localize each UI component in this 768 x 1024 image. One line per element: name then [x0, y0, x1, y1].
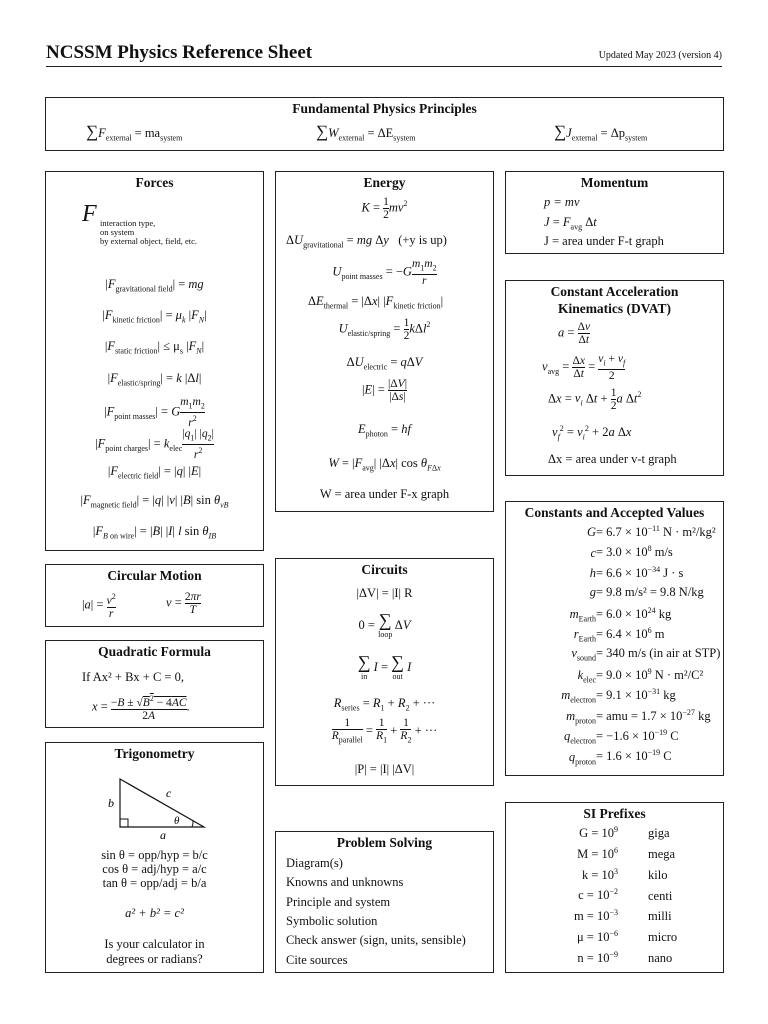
- si-prefix-row: $\mu = 10^{-6}$ micro: [576, 929, 678, 945]
- force-principle: $\sum F_{external} = ma_{system}$: [86, 122, 183, 143]
- side-a-label: a: [160, 828, 166, 842]
- electric-field: |E| = $\frac{|\Delta V|}{|\Delta s|}$: [361, 378, 407, 403]
- circuits-box: [275, 558, 494, 786]
- point-mass-potential: $U_{point masses} = -G$ $\frac{m_1m_2}{r}$: [332, 258, 437, 288]
- side-c-label: c: [166, 786, 172, 800]
- impulse-def: $J = F_{avg}$ Δt: [544, 215, 597, 232]
- problem-step: Principle and system: [286, 894, 391, 909]
- electric-potential: $\Delta U_{electric} = q\Delta V$: [346, 355, 423, 372]
- accel-def: a = $\frac{\Delta v}{\Delta t}$: [558, 321, 591, 346]
- trig-title: Trigonometry: [114, 746, 195, 761]
- force-def-1: interaction type,: [100, 218, 156, 228]
- cos-def: cos θ = adj/hyp = a/c: [102, 862, 207, 876]
- grav-potential: $\Delta U_{gravitational}$ = mg Δy (+y is up): [286, 233, 447, 250]
- momentum-def: p = mv: [544, 195, 580, 209]
- si-prefix-row: $M = 10^6$ mega: [577, 845, 676, 861]
- problem-step: Knowns and unknowns: [286, 875, 404, 890]
- constant-row: $k_{elec}= 9.0 \times 10^9$ N · m²/C²: [577, 666, 704, 685]
- f-magnetic: $|F_{magnetic field}| = |q|$ |v| |B| $\sin \theta_{vB}$: [80, 493, 229, 510]
- updated-note: Updated May 2023 (version 4): [598, 50, 722, 61]
- si-prefix-row: $n = 10^{-9}$ nano: [577, 949, 673, 965]
- side-b-label: b: [108, 796, 114, 810]
- power-eq: |P| = |I| |ΔV|: [354, 762, 415, 776]
- dvat-title-1: Constant Acceleration: [550, 284, 679, 299]
- momentum-title: Momentum: [580, 175, 649, 190]
- constant-row: $r_{Earth}= 6.4 \times 10^6$ m: [573, 626, 665, 644]
- angle-theta-label: θ: [174, 815, 180, 827]
- problem-step: Symbolic solution: [286, 913, 378, 928]
- spring-potential: $U_{elastic/spring}$ = $\frac{1}{2}$ kΔl$^2$: [338, 317, 431, 342]
- velocity-squared-eq: $v_f^2 = v_i^2 + 2a$ Δx: [552, 424, 632, 442]
- quadratic-title: Quadratic Formula: [98, 644, 211, 659]
- constant-row: $m_{electron}= 9.1 \times 10^{-31}$ kg: [561, 687, 676, 705]
- photon-energy: $E_{photon}$ = hf: [358, 422, 411, 439]
- ohms-law: |ΔV| = |I| R: [356, 586, 413, 600]
- position-eq: $\Delta x = v_i$ Δt + $\frac{1}{2}$ a $\Delta t^2$: [548, 387, 642, 412]
- forces-box: [45, 171, 264, 551]
- si-prefix-row: $c = 10^{-2}$ centi: [578, 887, 673, 903]
- si-prefix-row: $k = 10^3$ kilo: [581, 866, 668, 882]
- constant-row: g= 9.8 m/s² = 9.8 N/kg: [589, 585, 704, 600]
- trig-box: [45, 742, 264, 973]
- loop-rule: 0 = ∑ loop ΔV: [358, 610, 411, 639]
- constants-box: [505, 501, 724, 776]
- dvat-box: [505, 280, 724, 476]
- kinetic-energy: K = $\frac{1}{2}$ $mv^2$: [361, 196, 408, 221]
- energy-box: [275, 171, 494, 512]
- f-kinetic: $|F_{kinetic friction}| = \mu_k$ $|F_N|$: [102, 308, 207, 325]
- circuits-title: Circuits: [361, 562, 408, 577]
- pythagorean: a² + b² = c²: [125, 906, 184, 920]
- vavg-def: $v_{avg}$ = $\frac{\Delta x}{\Delta t}$ = $\frac{v_i + v_f}{2}$: [542, 353, 626, 383]
- impulse-graph: J = area under F-t graph: [544, 234, 664, 248]
- parallel-resistance: $\frac{1}{R_{parallel}}$ = $\frac{1}{R_1}$ + $\frac{1}{R_2}$ + ···: [331, 717, 438, 745]
- constant-row: $m_{proton}=$ amu = $1.7 \times 10^{-27}$ kg: [566, 707, 711, 726]
- f-elastic: $|F_{elastic/spring}| = k$ |Δl|: [107, 371, 202, 388]
- fundamental-title: Fundamental Physics Principles: [292, 101, 477, 116]
- fundamental-box: [45, 97, 724, 151]
- force-def-2: on system: [100, 227, 135, 237]
- thermal-energy: $\Delta E_{thermal} = |\Delta x|$ $|F_{kinetic friction}|$: [308, 294, 444, 311]
- problem-title: Problem Solving: [336, 835, 433, 850]
- tan-def: tan θ = opp/adj = b/a: [102, 876, 207, 890]
- constant-row: $c= 3.0 \times 10^8$ m/s: [590, 544, 673, 560]
- dvat-title-2: Kinematics (DVAT): [557, 301, 672, 316]
- constants-title: Constants and Accepted Values: [524, 505, 705, 520]
- energy-principle: $\sum W_{external} = \Delta E_{system}$: [316, 122, 416, 143]
- problem-step: Diagram(s): [286, 856, 343, 870]
- f-grav-field: $|F_{gravitational field}|$ = mg: [105, 277, 204, 294]
- force-notation: F: [82, 201, 97, 227]
- f-point-masses: $|F_{point masses}| = G$ $\frac{m_1m_2}{r^2}$: [104, 396, 205, 430]
- momentum-box: [505, 171, 724, 254]
- momentum-principle: $\sum J_{external} = \Delta p_{system}$: [554, 122, 648, 143]
- si-box: [505, 802, 724, 973]
- vt-graph: Δx = area under v-t graph: [548, 452, 677, 466]
- energy-title: Energy: [363, 175, 406, 190]
- sin-def: sin θ = opp/hyp = b/c: [101, 848, 208, 862]
- si-title: SI Prefixes: [583, 806, 646, 821]
- quadratic-condition: If Ax² + Bx + C = 0,: [82, 670, 184, 684]
- constant-row: $G= 6.7 \times 10^{-11}$ N · m²/kg²: [586, 524, 716, 540]
- problem-step: Check answer (sign, units, sensible): [286, 933, 466, 948]
- circular-title: Circular Motion: [107, 568, 202, 583]
- f-electric: $|F_{electric field}| = |q|$ |E|: [107, 464, 202, 481]
- centripetal-accel: |a| = $\frac{v^2}{r}$: [82, 592, 116, 620]
- f-point-charges: $|F_{point charges}| = k_{elec}$ $\frac{|q_1| |q_2|}{r^2}$: [95, 428, 214, 462]
- force-def-3: by external object, field, etc.: [100, 236, 197, 246]
- forces-title: Forces: [135, 175, 174, 190]
- si-prefix-row: $G = 10^9$ giga: [579, 825, 670, 841]
- constant-row: $m_{Earth}= 6.0 \times 10^{24}$ kg: [569, 605, 672, 624]
- quadratic-solution: x = $\frac{-B \pm √B^2 - 4AC}{2A}$ .: [92, 694, 190, 722]
- calculator-note-1: Is your calculator in: [104, 937, 205, 951]
- f-static: $|F_{static friction}| \le \mu_s$ $|F_N|$: [104, 339, 205, 356]
- series-resistance: $R_{series} = R_1 + R_2$ + ···: [333, 696, 436, 713]
- constant-row: $h= 6.6 \times 10^{-34}$ J · s: [589, 564, 684, 580]
- quadratic-box: [45, 640, 264, 728]
- circular-box: [45, 564, 264, 627]
- junction-rule: ∑ in I = ∑ out I: [357, 652, 412, 681]
- problem-box: [275, 831, 494, 973]
- page-title: NCSSM Physics Reference Sheet: [46, 42, 313, 63]
- si-prefix-row: $m = 10^{-3}$ milli: [573, 908, 672, 924]
- constant-row: $q_{proton}= 1.6 \times 10^{-19}$ C: [568, 748, 672, 767]
- period-speed: v = $\frac{2\pi r}{T}$: [166, 591, 201, 616]
- header-rule: [46, 66, 722, 67]
- work-graph: W = area under F-x graph: [319, 487, 450, 501]
- problem-step: Cite sources: [286, 952, 348, 967]
- constant-row: $q_{electron}= -1.6 \times 10^{-19}$ C: [563, 728, 679, 746]
- calculator-note-2: degrees or radians?: [106, 952, 203, 966]
- work-def: $W = |F_{avg}|$ |Δx| $\cos \theta_{F\Delta x}$: [328, 456, 441, 473]
- f-wire: $|F_{B on wire}| = |B|$ |I| l $\sin \theta_{IB}$: [92, 524, 217, 541]
- constant-row: $v_{sound}= 340$ m/s (in air at STP): [571, 646, 721, 663]
